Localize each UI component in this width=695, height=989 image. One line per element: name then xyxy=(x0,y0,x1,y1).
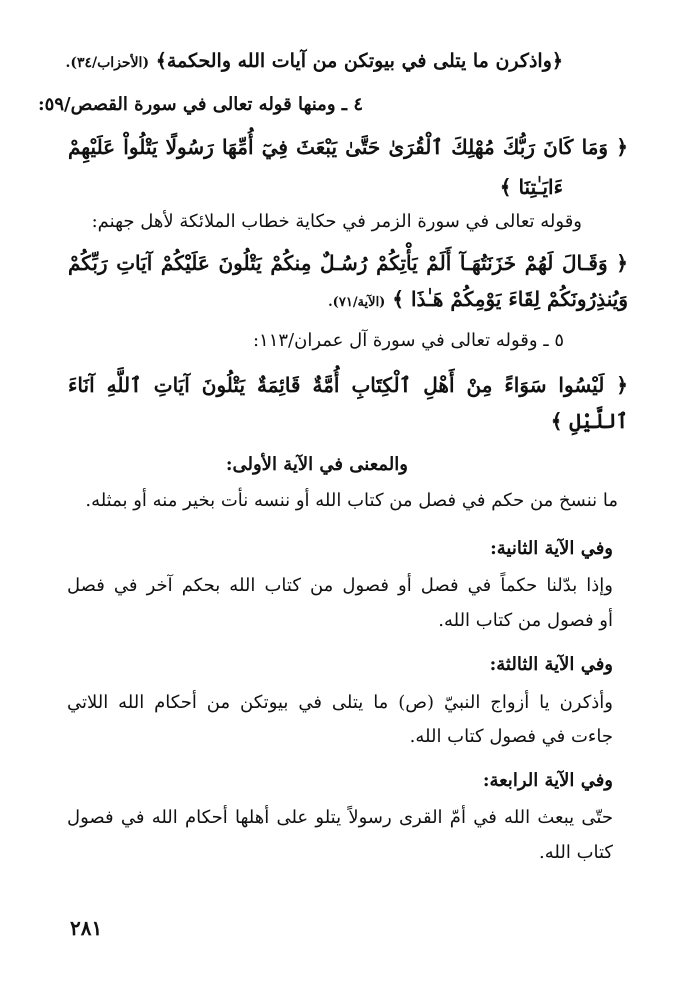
quote-line-ahzab xyxy=(65,46,563,78)
zumar-intro: وقوله تعالى في سورة الزمر في حكاية خطاب الملائكة لأهل جهنم: xyxy=(91,211,582,232)
quran-quote-ahzab: ﴿واذكرن ما يتلى في بيوتكن من آيات الله والحكمة﴾ xyxy=(155,50,563,72)
section-5-heading: ٥ ـ وقوله تعالى في سورة آل عمران/١١٣: xyxy=(252,330,564,351)
meaning-first-heading: والمعنى في الآية الأولى: xyxy=(225,454,408,475)
meaning-first-text: ما ننسخ من حكم في فصل من كتاب الله أو ننسه نأت بخير منه أو بمثله. xyxy=(85,490,618,511)
verse-reference-ahzab: (الأحزاب/٣٤). xyxy=(65,55,150,71)
meaning-second-heading: وفي الآية الثانية: xyxy=(490,538,613,559)
meaning-third-text-line2: جاءت في فصول كتاب الله. xyxy=(409,726,613,747)
quran-verse-imran-line2: ٱللَّيْلِ ﴾ xyxy=(550,409,628,433)
page-number: ٢٨١ xyxy=(70,916,103,940)
meaning-second-text-line1: وإذا بدّلنا حكماً في فصل أو فصول من كتاب الله بحكم آخر في فصل xyxy=(67,575,613,596)
meaning-fourth-text-line2: كتاب الله. xyxy=(539,842,613,863)
quran-verse-qasas-line2: ءَايَـٰتِنَا ﴾ xyxy=(499,175,563,199)
section-4-heading: ٤ ـ ومنها قوله تعالى في سورة القصص/٥٩: xyxy=(38,94,363,115)
meaning-fourth-text-line1: حتّى يبعث الله في أمّ القرى رسولاً يتلو على أهلها أحكام الله في فصول xyxy=(67,807,613,828)
quran-verse-qasas-line1: ﴿ وَمَا كَانَ رَبُّكَ مُهْلِكَ ٱلْقُرَىٰ حَتَّىٰ يَبْعَثَ فِيٓ أُمِّهَا رَسُولًا يَتْلُواْ عَلَيْهِمْ xyxy=(68,135,628,159)
verse-reference-zumar: (الآية/٧١). xyxy=(328,295,386,310)
quran-verse-imran-line1: ﴿ لَيْسُوا سَوَاءً مِنْ أَهْلِ ٱلْكِتَابِ أُمَّةٌ قَائِمَةٌ يَتْلُونَ آيَاتِ ٱللَّهِ آنَاءَ xyxy=(68,373,628,397)
quran-verse-zumar-line2 xyxy=(328,284,628,318)
meaning-second-text-line2: أو فصول من كتاب الله. xyxy=(438,610,613,631)
quran-verse-zumar-line1: ﴿ وَقَـالَ لَهُمْ خَزَنَتُهَـآ أَلَمْ يَأْتِكُمْ رُسُـلٌ مِنكُمْ يَتْلُونَ عَلَيْكُمْ آيَاتِ رَبِّكُمْ xyxy=(68,251,628,275)
meaning-third-heading: وفي الآية الثالثة: xyxy=(489,654,613,675)
meaning-third-text-line1: وأذكرن يا أزواج النبيّ (ص) ما يتلى في بيوتكن من أحكام الله اللاتي xyxy=(67,692,613,713)
meaning-fourth-heading: وفي الآية الرابعة: xyxy=(482,770,613,791)
quran-verse-zumar-text: وَيُنذِرُونَكُمْ لِقَاءَ يَوْمِكُمْ هَـٰذَا ﴾ xyxy=(392,287,628,311)
